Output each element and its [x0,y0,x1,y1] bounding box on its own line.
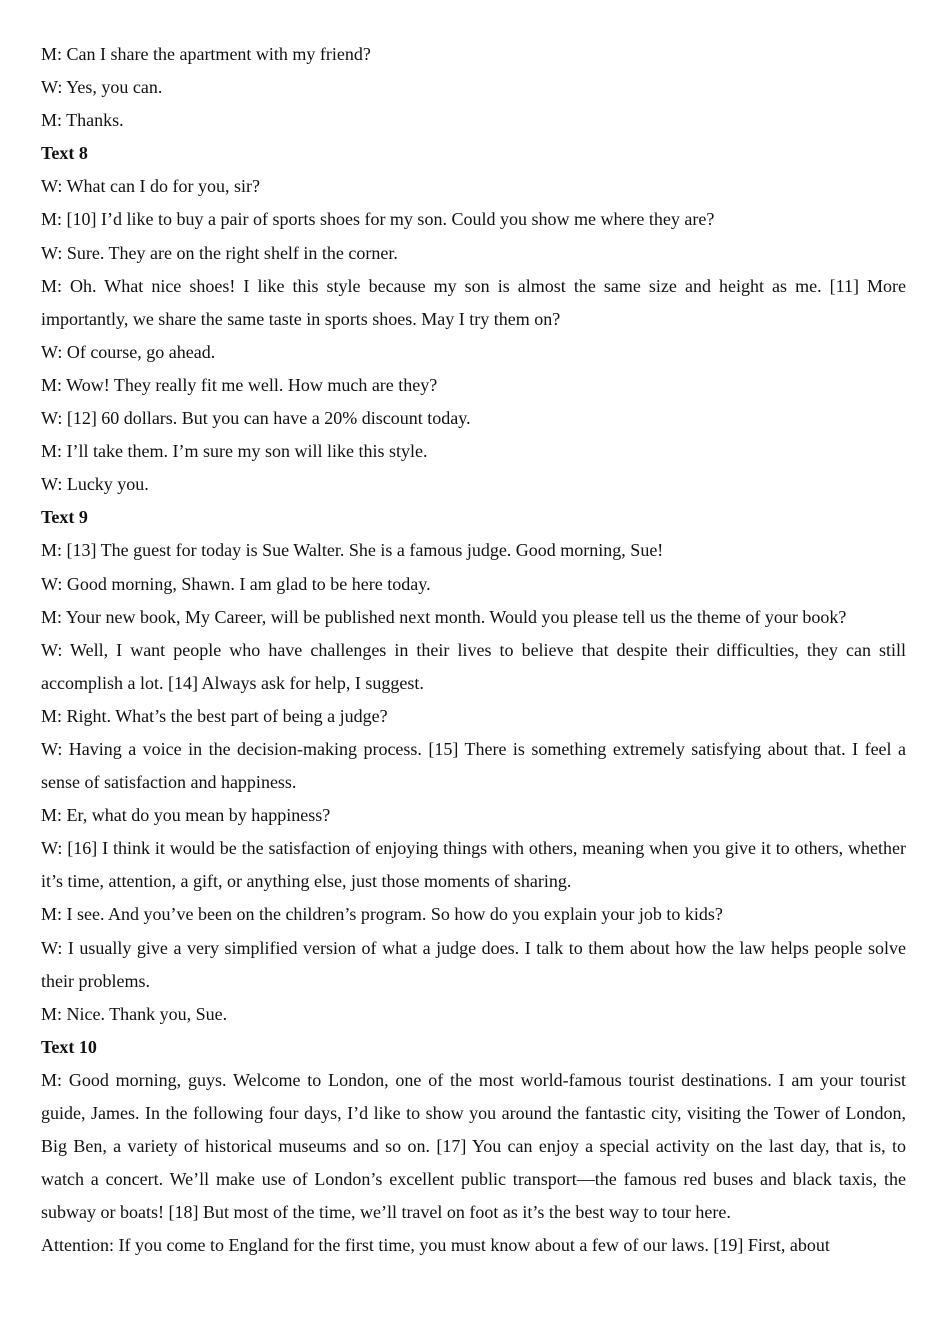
dialogue-line: M: [13] The guest for today is Sue Walter. She is a famous judge. Good morning, Sue! [41,540,664,561]
dialogue-line: W: Sure. They are on the right shelf in the corner. [41,242,398,263]
section-heading-text-10: Text 10 [41,1036,97,1057]
dialogue-line: M: Your new book, My Career, will be published next month. Would you please tell us the theme of your book? [41,606,847,627]
dialogue-line: W: What can I do for you, sir? [41,176,260,197]
dialogue-paragraph: W: Having a voice in the decision-making process. [15] There is something extremely satisfying about that. I feel a sense of satisfaction and happiness. [41,738,906,793]
attention-paragraph: Attention: If you come to England for the first time, you must know about a few of our laws. [19] First, about [41,1235,830,1256]
dialogue-line: M: Can I share the apartment with my friend? [41,44,371,64]
dialogue-line: W: Yes, you can. [41,77,163,98]
dialogue-line: M: Wow! They really fit me well. How much are they? [41,374,438,395]
dialogue-paragraph: W: Well, I want people who have challenges in their lives to believe that despite their difficulties, they can still accomplish a lot. [14] Always ask for help, I suggest. [41,639,906,693]
dialogue-line: M: I see. And you’ve been on the children’s program. So how do you explain your job to kids? [41,904,723,925]
dialogue-line: W: [12] 60 dollars. But you can have a 20% discount today. [41,408,471,429]
dialogue-line: M: Thanks. [41,110,124,131]
section-heading-text-9: Text 9 [41,507,88,528]
dialogue-line: W: Lucky you. [41,474,149,495]
monologue-paragraph: M: Good morning, guys. Welcome to London, one of the most world-famous tourist destinations. I am your tourist guide, James. In the following four days, I’d like to show you around the fantastic city, visiting the Tower of London, Big Ben, a variety of historical museums and so on. [17] You can enjoy a special activity on the last day, that is, to watch a concert. We’ll make use of London’s excellent public transport—the famous red buses and black taxis, the subway or boats! [18] But most of the time, we’ll travel on foot as it’s the best way to tour here. [41,1069,906,1223]
dialogue-line: M: I’ll take them. I’m sure my son will like this style. [41,441,428,462]
dialogue-line: W: Of course, go ahead. [41,341,216,362]
dialogue-line: M: Er, what do you mean by happiness? [41,805,331,826]
dialogue-paragraph: M: Oh. What nice shoes! I like this style because my son is almost the same size and height as me. [11] More importantly, we share the same taste in sports shoes. May I try them on? [41,275,906,329]
dialogue-paragraph: W: [16] I think it would be the satisfaction of enjoying things with others, meaning when you give it to others, whether it’s time, attention, a gift, or anything else, just those moments of sharing. [41,838,906,892]
dialogue-paragraph: W: I usually give a very simplified version of what a judge does. I talk to them about how the law helps people solve their problems. [41,937,906,991]
section-heading-text-8: Text 8 [41,143,88,164]
dialogue-line: M: [10] I’d like to buy a pair of sports shoes for my son. Could you show me where they are? [41,209,715,230]
dialogue-line: W: Good morning, Shawn. I am glad to be here today. [41,573,431,594]
dialogue-line: M: Nice. Thank you, Sue. [41,1003,228,1024]
dialogue-line: M: Right. What’s the best part of being a judge? [41,705,388,726]
